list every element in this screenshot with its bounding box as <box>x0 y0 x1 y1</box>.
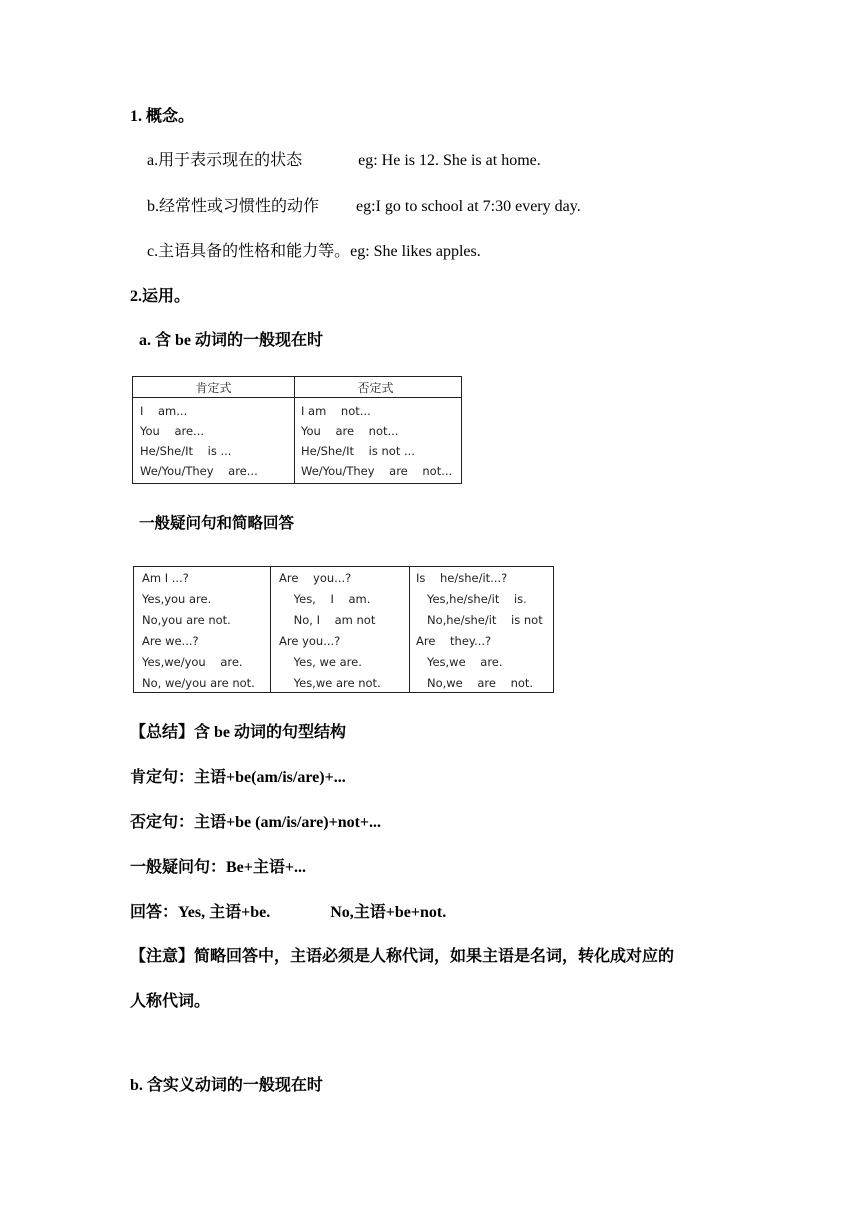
header-negative: 否定式 <box>357 381 394 395</box>
note-line-2: 人称代词。 <box>130 993 211 1010</box>
note-line-1: 【注意】简略回答中，主语必须是人称代词，如果主语是名词，转化成对应的 <box>130 948 675 965</box>
table-row: I am... <box>140 404 188 418</box>
table-row: We/You/They are not... <box>301 464 453 478</box>
table-row: He/She/It is not ... <box>301 444 415 458</box>
summary-title: 【总结】含 be 动词的句型结构 <box>130 724 347 741</box>
table-divider <box>270 567 271 692</box>
concept-item-a-eg: eg: He is 12. She is at home. <box>358 152 541 169</box>
questions-answers-table <box>133 566 554 693</box>
section2-heading: 2.运用。 <box>130 288 191 305</box>
question-title: 一般疑问句和简略回答 <box>139 514 295 532</box>
summary-answer <box>130 903 446 923</box>
table-row: Yes,he/she/it is. <box>416 592 527 606</box>
table-row: No,we are not. <box>416 676 534 690</box>
concept-item-c <box>147 242 481 262</box>
table-row: I am not... <box>301 404 371 418</box>
table-row: Yes,we are not. <box>279 676 381 690</box>
concept-item-b-eg: eg:I go to school at 7:30 every day. <box>356 198 581 215</box>
summary-answer-yes: 回答：Yes, 主语+be. <box>130 904 271 921</box>
table-row: Is he/she/it...? <box>416 571 508 585</box>
table-row: You are... <box>140 424 205 438</box>
table-row: Am I ...? <box>142 571 189 585</box>
subsection-a-heading: a. 含 be 动词的一般现在时 <box>139 332 324 349</box>
section1-heading: 1. 概念。 <box>130 108 195 125</box>
header-affirmative: 肯定式 <box>195 381 232 395</box>
table-row: Are they...? <box>416 634 492 648</box>
table-row: Are you...? <box>279 571 352 585</box>
table-row: We/You/They are... <box>140 464 258 478</box>
table-row: You are not... <box>301 424 399 438</box>
summary-answer-no: No,主语+be+not. <box>330 904 447 921</box>
affirmative-column <box>140 401 258 481</box>
qa-column-2 <box>279 568 381 694</box>
summary-question: 一般疑问句：Be+主语+... <box>130 859 307 876</box>
summary-affirmative: 肯定句：主语+be(am/is/are)+... <box>130 769 346 786</box>
concept-item-c-cn: c.主语具备的性格和能力等。 <box>147 243 351 260</box>
table-row: No, I am not <box>279 613 376 627</box>
table-row: Yes,we are. <box>416 655 503 669</box>
table-row: Yes,you are. <box>142 592 212 606</box>
table-divider <box>409 567 410 692</box>
concept-item-b <box>147 197 581 217</box>
table-row: He/She/It is ... <box>140 444 232 458</box>
table-row: Are you...? <box>279 634 341 648</box>
table-row: No, we/you are not. <box>142 676 255 690</box>
concept-item-a <box>147 151 541 171</box>
table-row: Are we...? <box>142 634 199 648</box>
be-verb-forms-table <box>132 376 462 484</box>
negative-column <box>301 401 452 481</box>
table-row: No,he/she/it is not <box>416 613 543 627</box>
subsection-b-heading: b. 含实义动词的一般现在时 <box>130 1077 323 1094</box>
concept-item-a-cn: a.用于表示现在的状态 <box>147 152 303 169</box>
table-row: Yes, I am. <box>279 592 371 606</box>
qa-column-1 <box>142 568 255 694</box>
qa-column-3 <box>416 568 543 694</box>
table-row: Yes,we/you are. <box>142 655 243 669</box>
table-row: No,you are not. <box>142 613 231 627</box>
table-row: Yes, we are. <box>279 655 362 669</box>
concept-item-c-eg: eg: She likes apples. <box>350 243 481 260</box>
summary-negative: 否定句：主语+be (am/is/are)+not+... <box>130 814 382 831</box>
concept-item-b-cn: b.经常性或习惯性的动作 <box>147 198 320 215</box>
